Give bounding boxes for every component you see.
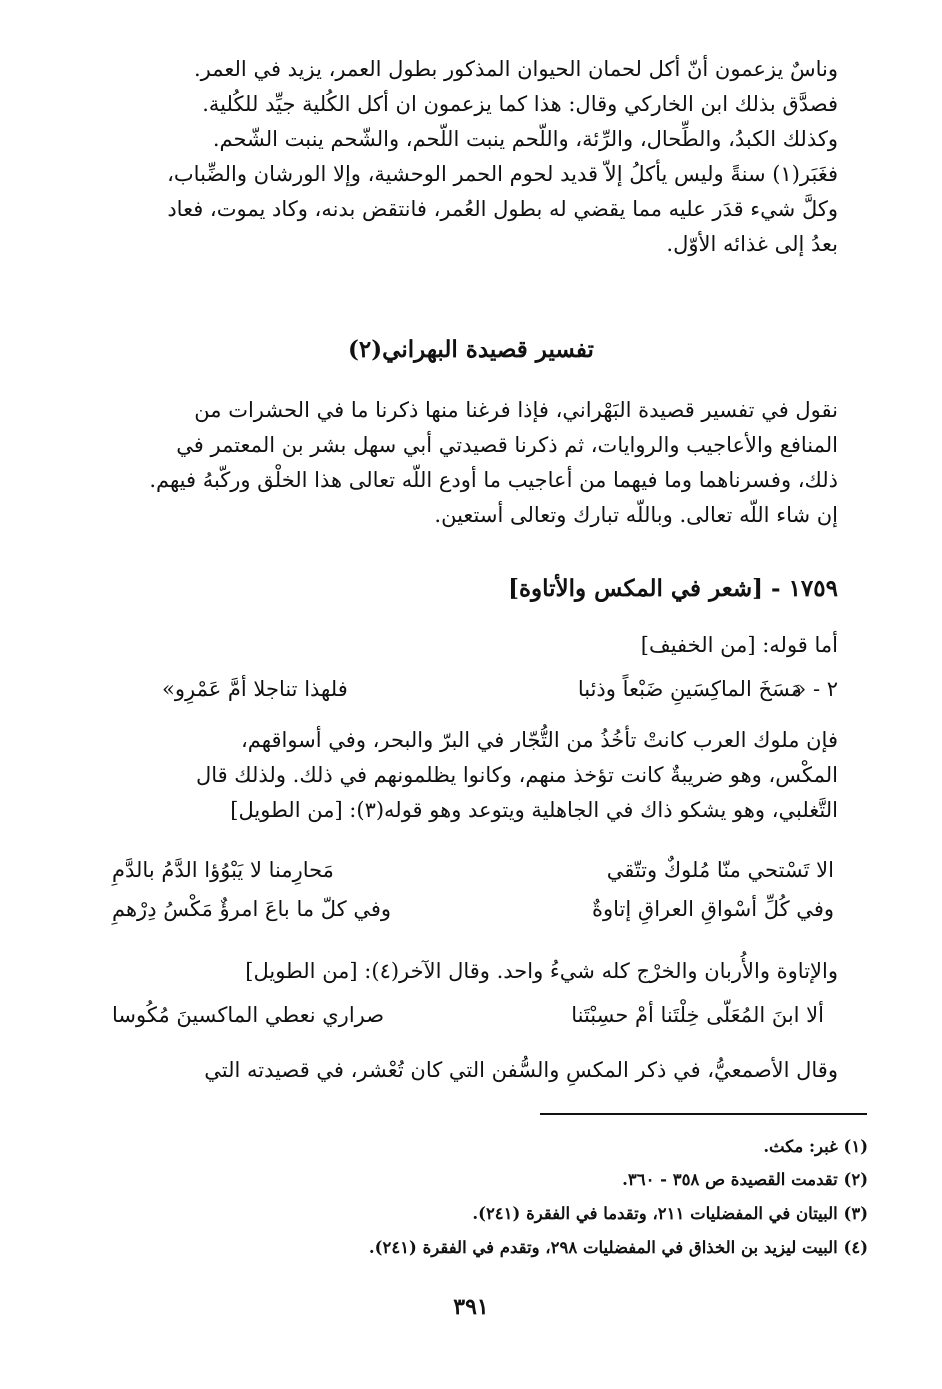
verse-hemistich-second: فلهذا تناجلا أمَّ عَمْرِو» (162, 677, 348, 701)
verse-number: ٢ - « (793, 677, 838, 701)
text-line: إن شاء اللّه تعالى. وباللّه تبارك وتعالى أستعين. (434, 503, 838, 527)
verse-hemistich-second: صراري نعطي الماكسينَ مُكُوسا (112, 1003, 385, 1027)
verse-hemistich-first: ألا ابنَ المُعَلّى خِلْتَنا أمْ حسِبْتَنا (571, 1003, 824, 1027)
footnote: (٤) البيت ليزيد بن الخذاق في المفضليات ٢٩٨، وتقدم في الفقرة (٢٤١). (368, 1238, 868, 1257)
page-number: ٣٩١ (453, 1294, 489, 1320)
section-heading: تفسير قصيدة البهراني(٢) (348, 336, 594, 363)
footnote: (٢) تقدمت القصيدة ص ٣٥٨ - ٣٦٠. (622, 1170, 868, 1189)
mid-paragraph (104, 723, 838, 828)
footnote: (٣) البيتان في المفضليات ٢١١، وتقدما في الفقرة (٢٤١). (472, 1204, 868, 1223)
text-line: فإن ملوك العرب كانتْ تأخُذُ من التُّجّار في البرّ والبحر، وفي أسواقهم، (241, 728, 838, 752)
text-line: فغَبَر(١) سنةً وليس يأكلُ إلاّ قديد لحوم الحمر الوحشية، وإلا الورشان والضِّباب، (167, 162, 838, 186)
verse-line (104, 1003, 838, 1037)
verse-hemistich-first: وفي كُلِّ أسْواقِ العراقِ إتاوةٌ (592, 897, 834, 921)
entry-heading: ١٧٥٩ - [شعر في المكس والأتاوة] (508, 575, 838, 602)
verse-line (104, 897, 838, 931)
intro-paragraph (104, 393, 838, 533)
verse-hemistich-second: وفي كلّ ما باعَ امرؤٌ مَكْسُ دِرْهمِ (112, 897, 392, 921)
text-line: فصدَّق بذلك ابن الخاركي وقال: هذا كما يزعمون ان أكل الكُلية جيِّد للكُلية. (202, 92, 838, 116)
verse-line (104, 677, 838, 711)
verse-hemistich-first: الا تَسْتحي منّا مُلوكٌ وتتّقي (606, 858, 834, 882)
footnote: (١) غبر: مكث. (763, 1137, 868, 1156)
verse-hemistich-second: مَحارِمنا لا يَبْوُؤا الدَّمُ بالدَّمِ (112, 858, 334, 882)
text-line: المكْس، وهو ضريبةٌ كانت تؤخذ منهم، وكانوا يظلمونهم في ذلك. ولذلك قال (195, 763, 838, 787)
text-line: المنافع والأعاجيب والروايات، ثم ذكرنا قصيدتي أبي سهل بشر بن المعتمر في (176, 433, 838, 457)
quote-intro: أما قوله: [من الخفيف] (640, 633, 838, 657)
top-paragraph (104, 52, 838, 262)
footnote-separator (540, 1113, 867, 1115)
text-line: نقول في تفسير قصيدة البَهْراني، فإذا فرغنا منها ذكرنا ما في الحشرات من (194, 398, 838, 422)
text-line: وكذلك الكبدُ، والطِّحال، والرِّئة، واللّحم ينبت اللّحم، والشّحم ينبت الشّحم. (212, 127, 838, 151)
last-line: وقال الأصمعيُّ، في ذكر المكسِ والسُّفن التي كان تُعْشر، في قصيدته التي (204, 1058, 838, 1082)
text-line: وكلَّ شيء قدَر عليه مما يقضي له بطول العُمر، فانتقض بدنه، وكاد يموت، فعاد (167, 197, 838, 221)
text-line: بعدُ إلى غذائه الأوّل. (666, 232, 838, 256)
text-line: التَّغلبي، وهو يشكو ذاك في الجاهلية ويتوعد وهو قوله(٣): [من الطويل] (230, 798, 838, 822)
verse-line (104, 858, 838, 892)
verse-hemistich-first: مَسَخَ الماكِسَينِ ضَبْعاً وذئبا (577, 677, 802, 701)
text-line: وناسٌ يزعمون أنّ أكل لحمان الحيوان المذكور بطول العمر، يزيد في العمر. (194, 57, 838, 81)
text-line: ذلك، وفسرناهما وما فيهما من أعاجيب ما أودع اللّه تعالى هذا الخلْق وركّبهُ فيهم. (149, 468, 838, 492)
after-verses-text: والإتاوة والأُربان والخرْج كله شيءُ واحد. وقال الآخر(٤): [من الطويل] (245, 959, 838, 983)
